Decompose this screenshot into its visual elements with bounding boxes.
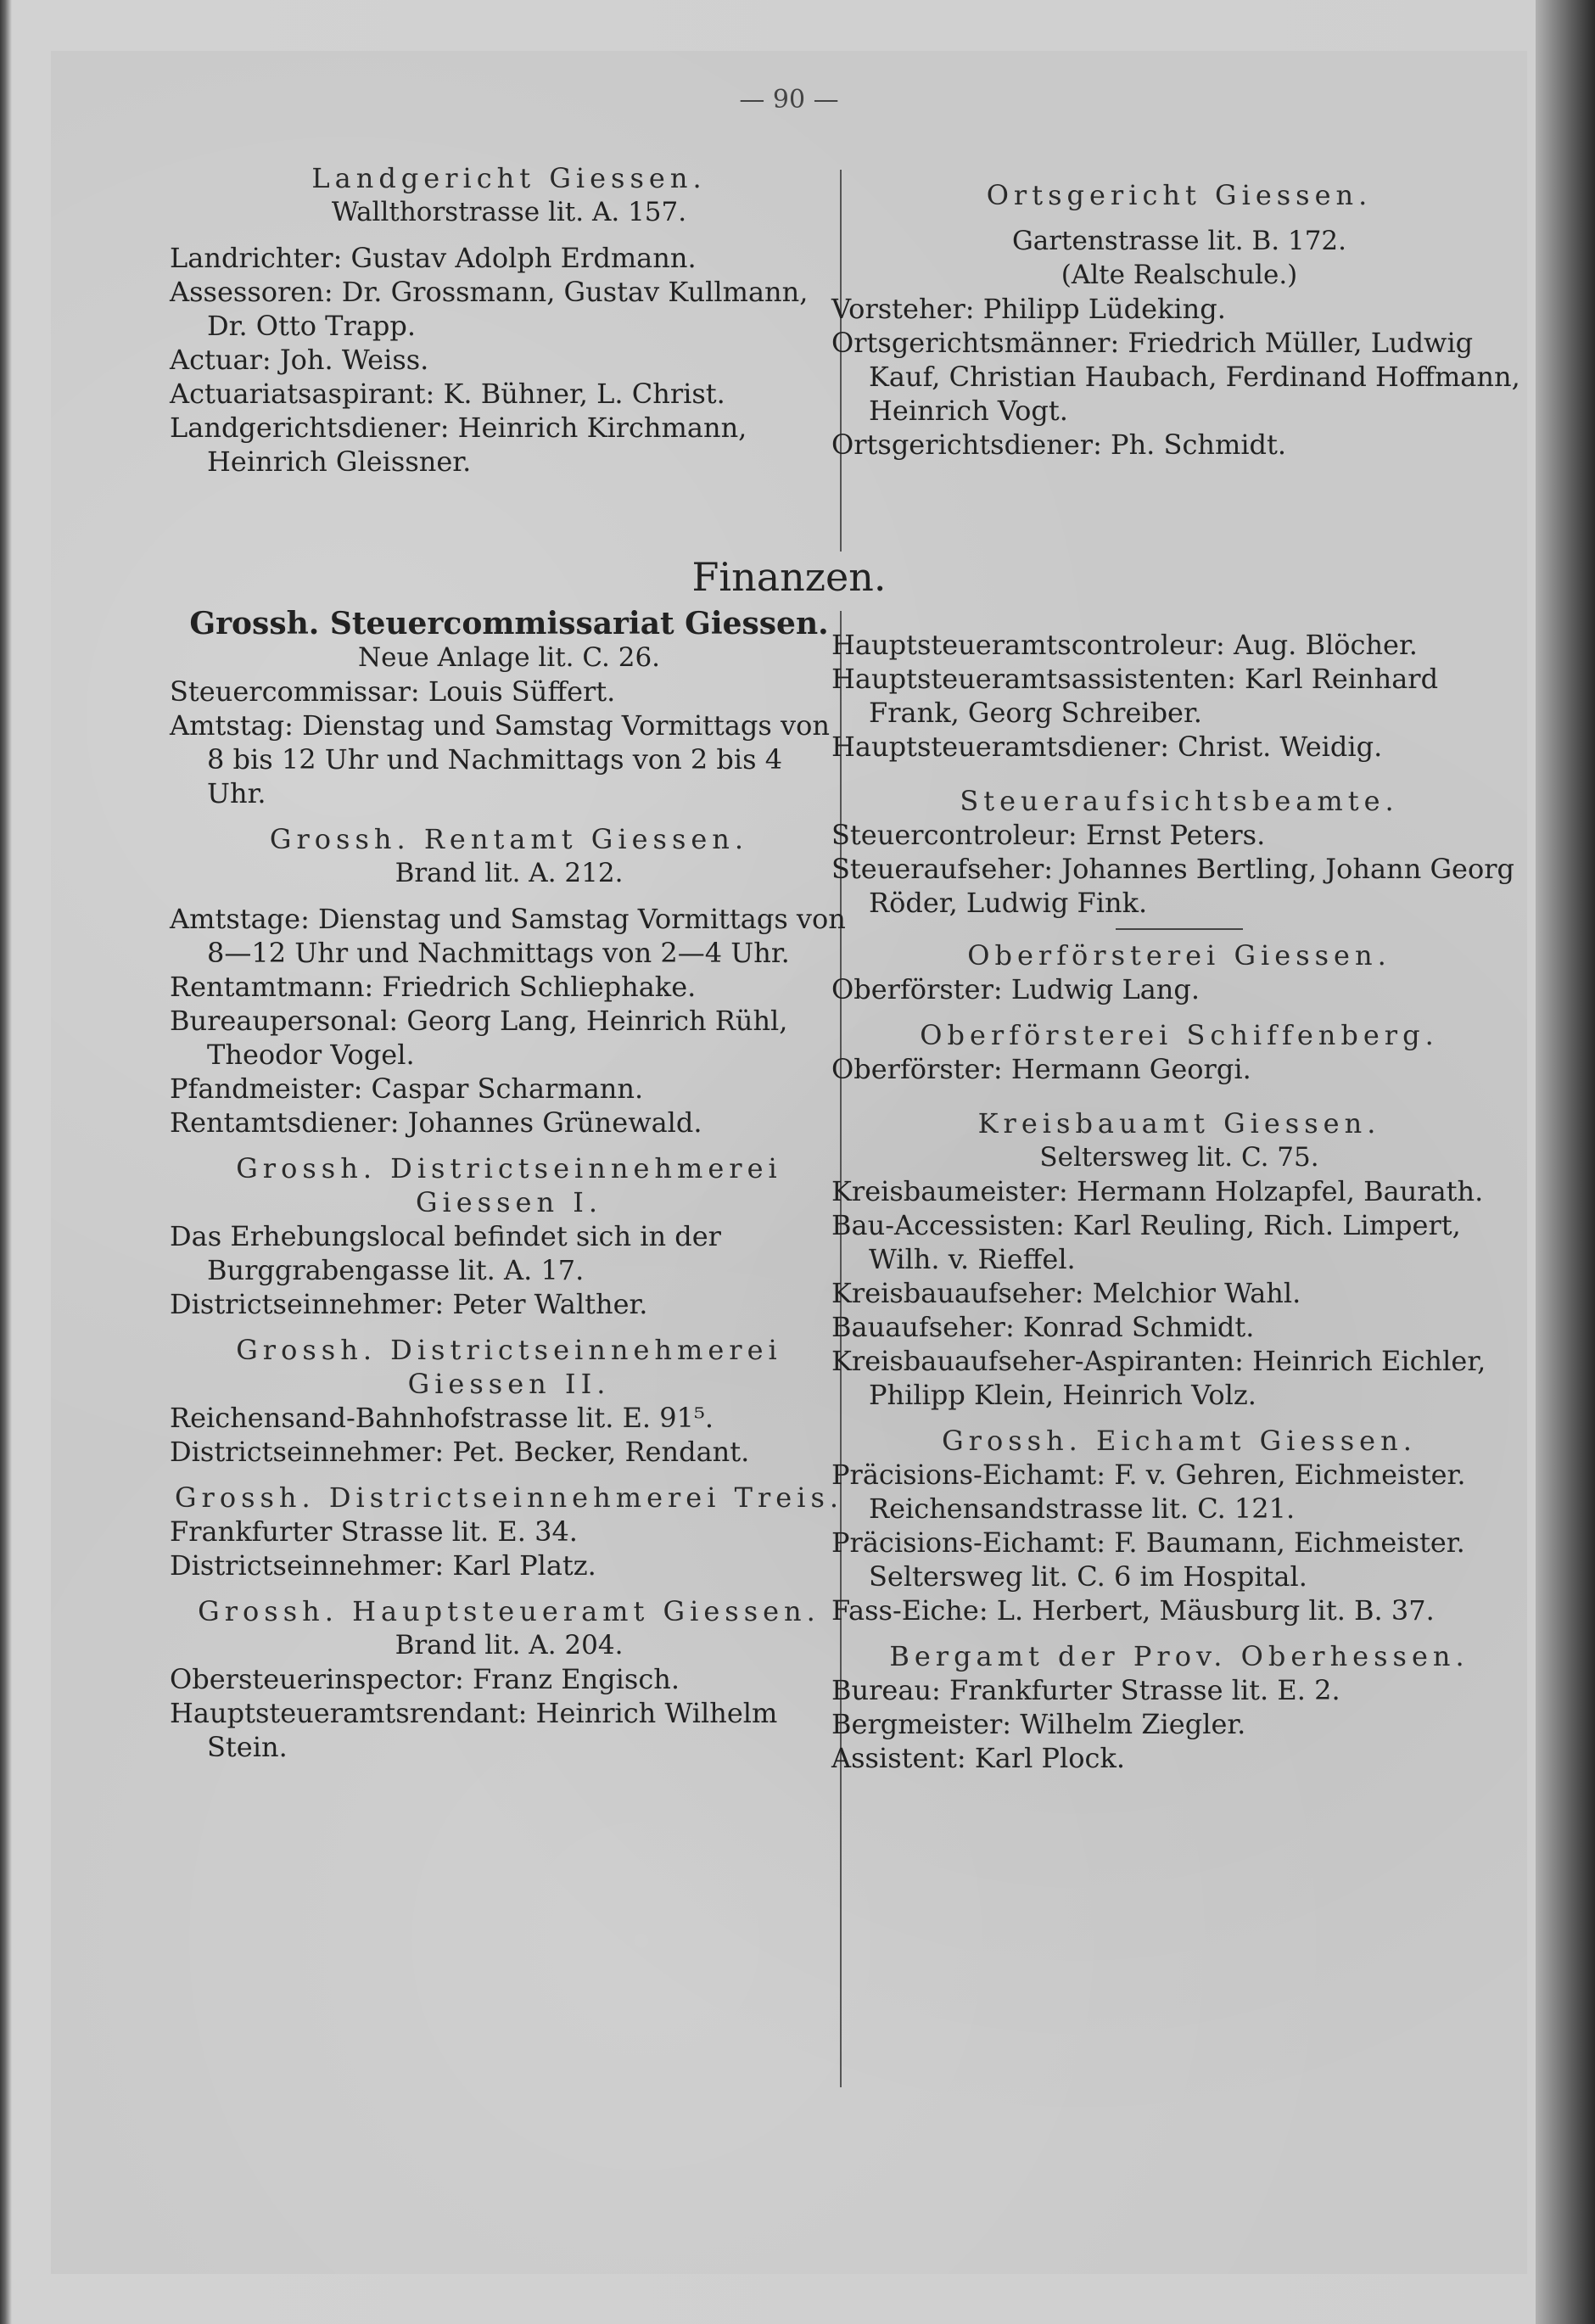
steuercommissariat-line: Steuercommissar: Louis Süffert. [170,675,616,708]
kreisbauamt-block [831,1106,1527,1412]
bergamt-line: Bureau: Frankfurter Strasse lit. E. 2. [831,1674,1340,1706]
districtseinnehmerei-2-line: Districtseinnehmer: Pet. Becker, Rendant. [170,1436,750,1468]
districtseinnehmerei-1-line: Districtseinnehmer: Peter Walther. [170,1288,648,1320]
districtseinnehmerei-1-block [170,1151,848,1321]
districtseinnehmerei-1-line: Das Erhebungslocal befindet sich in der Burggrabengasse lit. A. 17. [170,1220,721,1286]
bergamt-line: Bergmeister: Wilhelm Ziegler. [831,1708,1246,1740]
right-column [831,628,1527,1775]
eichamt-line: Präcisions-Eichamt: F. Baumann, Eichmeister. Seltersweg lit. C. 6 im Hospital. [831,1526,1465,1593]
left-column [170,607,848,1764]
ortsgericht-line: Vorsteher: Philipp Lüdeking. [831,293,1226,325]
kreisbauamt-line: Kreisbaumeister: Hermann Holzapfel, Baurath. [831,1175,1484,1207]
landgericht-address: Wallthorstrasse lit. A. 157. [331,197,687,227]
oberfoersterei-schiffenberg-heading: Oberförsterei Schiffenberg. [920,1019,1439,1051]
section-title: Finanzen. [691,554,887,600]
landgericht-heading: Landgericht Giessen. [311,162,707,194]
oberfoersterei-giessen-line: Oberförster: Ludwig Lang. [831,973,1200,1005]
landgericht-line: Landrichter: Gustav Adolph Erdmann. [170,242,697,274]
steueraufsicht-line: Steuercontroleur: Ernst Peters. [831,819,1266,851]
kreisbauamt-address: Seltersweg lit. C. 75. [1039,1142,1319,1173]
ortsgericht-address: Gartenstrasse lit. B. 172. [1011,226,1347,256]
hauptsteueramt-staff-line: Hauptsteueramtscontroleur: Aug. Blöcher. [831,629,1418,661]
page-number: — 90 — [739,85,839,115]
hauptsteueramt-staff-line: Hauptsteueramtsassistenten: Karl Reinhard Frank, Georg Schreiber. [831,663,1439,729]
hauptsteueramt-heading: Grossh. Hauptsteueramt Giessen. [198,1595,820,1627]
ortsgericht-line: Ortsgerichtsdiener: Ph. Schmidt. [831,428,1287,461]
landgericht-line: Actuariatsaspirant: K. Bühner, L. Christ. [170,378,725,410]
ortsgericht-address-note: (Alte Realschule.) [1061,260,1298,290]
steuercommissariat-heading: Grossh. Steuercommissariat Giessen. [189,606,829,641]
hauptsteueramt-staff-line: Hauptsteueramtsdiener: Christ. Weidig. [831,731,1383,763]
rentamt-address: Brand lit. A. 212. [395,858,624,888]
eichamt-line: Fass-Eiche: L. Herbert, Mäusburg lit. B. 37. [831,1594,1435,1627]
rentamt-line: Pfandmeister: Caspar Scharmann. [170,1072,644,1105]
districtseinnehmerei-1-heading: Grossh. Districtseinnehmerei Giessen I. [236,1152,782,1218]
districtseinnehmerei-treis-block [170,1481,848,1582]
districtseinnehmerei-2-heading: Grossh. Districtseinnehmerei Giessen II. [236,1334,782,1400]
hauptsteueramt-block [170,1594,848,1764]
kreisbauamt-line: Kreisbauaufseher: Melchior Wahl. [831,1277,1301,1309]
oberfoersterei-giessen-block [831,938,1527,1006]
kreisbauamt-line: Bauaufseher: Konrad Schmidt. [831,1311,1255,1343]
hauptsteueramt-line: Obersteuerinspector: Franz Engisch. [170,1663,680,1695]
kreisbauamt-heading: Kreisbauamt Giessen. [977,1107,1381,1140]
steuercommissariat-line: Amtstag: Dienstag und Samstag Vormittags von 8 bis 12 Uhr und Nachmittags von 2 bis 4 Uhr. [170,709,830,809]
steuercommissariat-block [170,607,848,810]
hauptsteueramt-line: Hauptsteueramtsrendant: Heinrich Wilhelm Stein. [170,1697,778,1763]
rentamt-line: Amtstage: Dienstag und Samstag Vormittags von 8—12 Uhr und Nachmittags von 2—4 Uhr. [170,903,846,969]
districtseinnehmerei-treis-line: Frankfurter Strasse lit. E. 34. [170,1515,578,1548]
districtseinnehmerei-2-block [170,1333,848,1469]
oberfoersterei-schiffenberg-line: Oberförster: Hermann Georgi. [831,1053,1251,1085]
book-binding [1536,0,1595,2324]
ortsgericht-block [831,178,1527,462]
oberfoersterei-giessen-heading: Oberförsterei Giessen. [967,939,1391,972]
steueraufsicht-line: Steueraufseher: Johannes Bertling, Johann Georg Röder, Ludwig Fink. [831,853,1515,919]
steuercommissariat-address: Neue Anlage lit. C. 26. [357,642,661,673]
landgericht-line: Actuar: Joh. Weiss. [170,344,429,376]
bergamt-heading: Bergamt der Prov. Oberhessen. [889,1640,1469,1672]
bergamt-block [831,1639,1527,1775]
ortsgericht-line: Ortsgerichtsmänner: Friedrich Müller, Ludwig Kauf, Christian Haubach, Ferdinand Hoffmann, Heinrich Vogt. [831,327,1520,427]
steueraufsicht-block [831,784,1527,920]
hauptsteueramt-staff-block [831,628,1527,764]
districtseinnehmerei-treis-heading: Grossh. Districtseinnehmerei Treis. [174,1481,844,1514]
rentamt-heading: Grossh. Rentamt Giessen. [269,823,749,855]
separator-rule [1116,928,1243,930]
eichamt-block [831,1424,1527,1627]
document-page [51,51,1527,2274]
rentamt-line: Bureaupersonal: Georg Lang, Heinrich Rühl, Theodor Vogel. [170,1005,788,1071]
rentamt-block [170,822,848,1140]
landgericht-line: Assessoren: Dr. Grossmann, Gustav Kullmann, Dr. Otto Trapp. [170,276,809,342]
ortsgericht-heading: Ortsgericht Giessen. [986,179,1373,211]
rentamt-line: Rentamtsdiener: Johannes Grünewald. [170,1106,702,1139]
kreisbauamt-line: Bau-Accessisten: Karl Reuling, Rich. Limpert, Wilh. v. Rieffel. [831,1209,1461,1275]
districtseinnehmerei-2-line: Reichensand-Bahnhofstrasse lit. E. 91⁵. [170,1402,714,1434]
districtseinnehmerei-treis-line: Districtseinnehmer: Karl Platz. [170,1549,596,1582]
steueraufsicht-heading: Steueraufsichtsbeamte. [960,785,1399,817]
eichamt-heading: Grossh. Eichamt Giessen. [942,1425,1417,1457]
hauptsteueramt-address: Brand lit. A. 204. [395,1630,624,1660]
rentamt-line: Rentamtmann: Friedrich Schliephake. [170,971,697,1003]
oberfoersterei-schiffenberg-block [831,1018,1527,1086]
landgericht-block [170,161,848,479]
eichamt-line: Präcisions-Eichamt: F. v. Gehren, Eichmeister. Reichensandstrasse lit. C. 121. [831,1459,1466,1525]
landgericht-line: Landgerichtsdiener: Heinrich Kirchmann, Heinrich Gleissner. [170,412,747,478]
bergamt-line: Assistent: Karl Plock. [831,1742,1126,1774]
kreisbauamt-line: Kreisbauaufseher-Aspiranten: Heinrich Eichler, Philipp Klein, Heinrich Volz. [831,1345,1486,1411]
